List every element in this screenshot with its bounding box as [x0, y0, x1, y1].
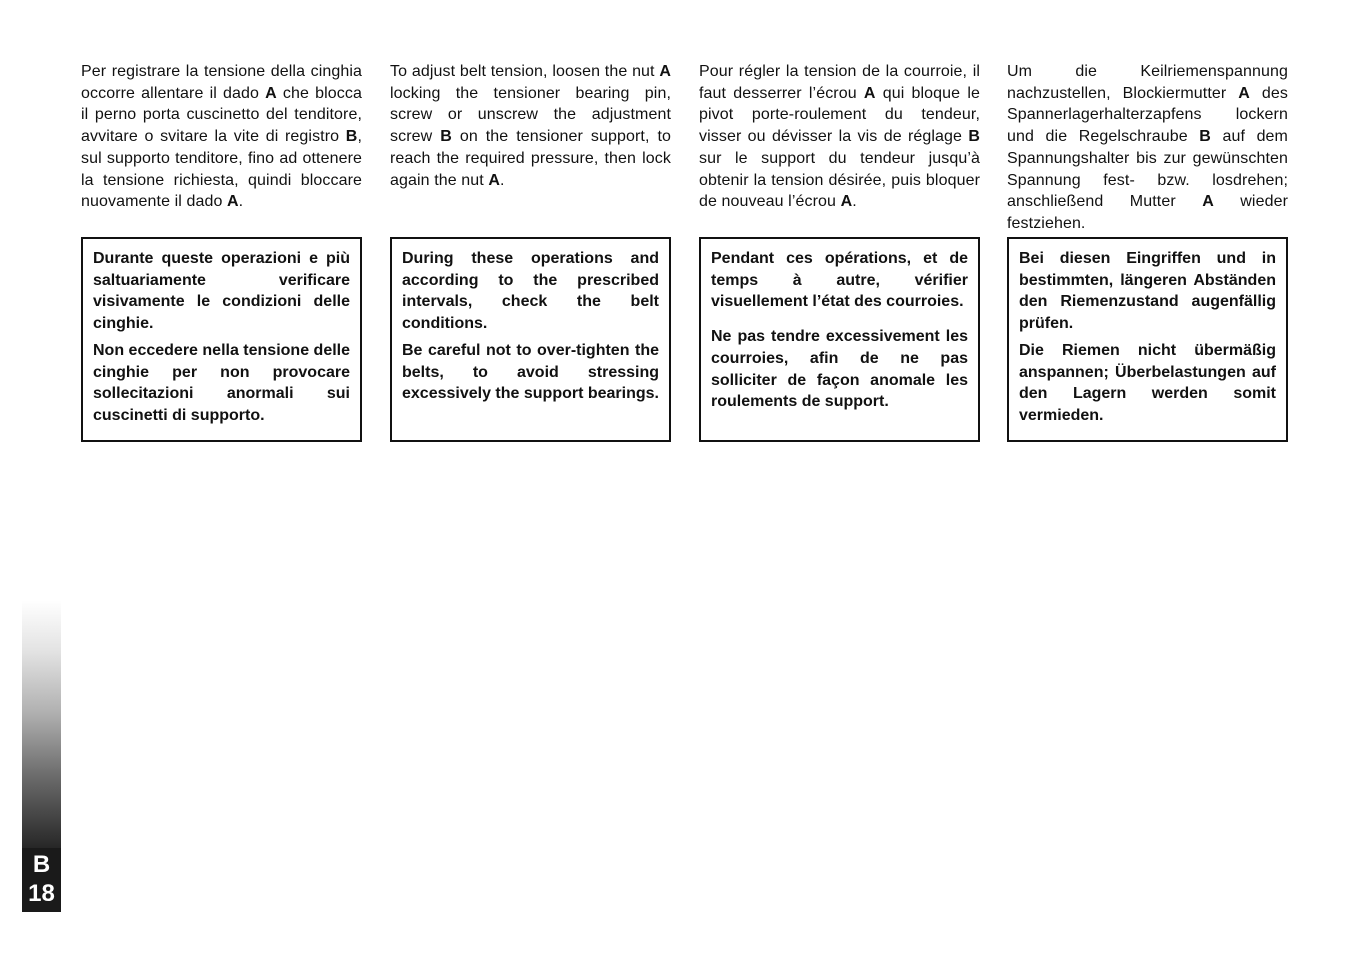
- warning-text-2: Ne pas tendre excessivement les courroies, afin de ne pas solliciter de façon anomale les roulements de support.: [711, 328, 968, 411]
- warning-text-1: During these operations and according to the prescribed intervals, check the belt conditions.: [402, 250, 659, 333]
- intro-text: Um die Keilriemenspannung nachzustellen, Blockiermutter A des Spannerlagerhalterzapfens lockern und die Regelschraube B auf dem Spannungshalter bis zur gewünschten Spannung fest- bzw. losdrehen; anschließend Mutter A wieder festziehen.: [1007, 63, 1289, 232]
- warning-box: [699, 237, 980, 442]
- section-letter: B: [32, 851, 51, 878]
- warning-text-1: Pendant ces opérations, et de temps à autre, vérifier visuellement l’état des courroies.: [711, 250, 968, 311]
- page-tab: [22, 600, 61, 912]
- warning-text-1: Durante queste operazioni e più saltuariamente verificare visivamente le condizioni delle cinghie.: [93, 250, 350, 333]
- intro-text: Pour régler la tension de la courroie, il faut desserrer l’écrou A qui bloque le pivot porte-roulement du tendeur, visser ou dévisser la vis de réglage B sur le support du tendeur jusqu’à obtenir la tension désirée, puis bloquer de nouveau l’écrou A.: [699, 63, 980, 211]
- warning-box: [81, 237, 362, 442]
- intro-text: Per registrare la tensione della cinghia occorre allentare il dado A che blocca il perno porta cuscinetto del tenditore, avvitare o svitare la vite di registro B, sul supporto tenditore, fino ad ottenere la tensione richiesta, quindi bloccare nuovamente il dado A.: [81, 63, 362, 211]
- warning-text-1: Bei diesen Eingriffen und in bestimmten, längeren Abständen den Riemenzustand augenfällig prüfen.: [1019, 250, 1276, 333]
- warning-box: [1007, 237, 1288, 442]
- warning-text-2: Non eccedere nella tensione delle cinghie per non provocare sollecitazioni anormali sui cuscinetti di supporto.: [93, 341, 350, 424]
- column-german: [1007, 61, 1288, 442]
- intro-text: To adjust belt tension, loosen the nut A locking the tensioner bearing pin, screw or unscrew the adjustment screw B on the tensioner support, to reach the required pressure, then lock again the nut A.: [390, 63, 671, 189]
- warning-box: [390, 237, 671, 442]
- page-number: 18: [28, 880, 55, 907]
- column-french: [699, 61, 980, 442]
- page-tab-gradient: [22, 600, 61, 850]
- column-english: [390, 61, 671, 442]
- column-italian: [81, 61, 362, 442]
- warning-text-2: Die Riemen nicht übermäßig anspannen; Überbelastungen auf den Lagern werden somit vermieden.: [1019, 341, 1276, 424]
- warning-text-2: Be careful not to over-tighten the belts, to avoid stressing excessively the support bearings.: [402, 341, 659, 403]
